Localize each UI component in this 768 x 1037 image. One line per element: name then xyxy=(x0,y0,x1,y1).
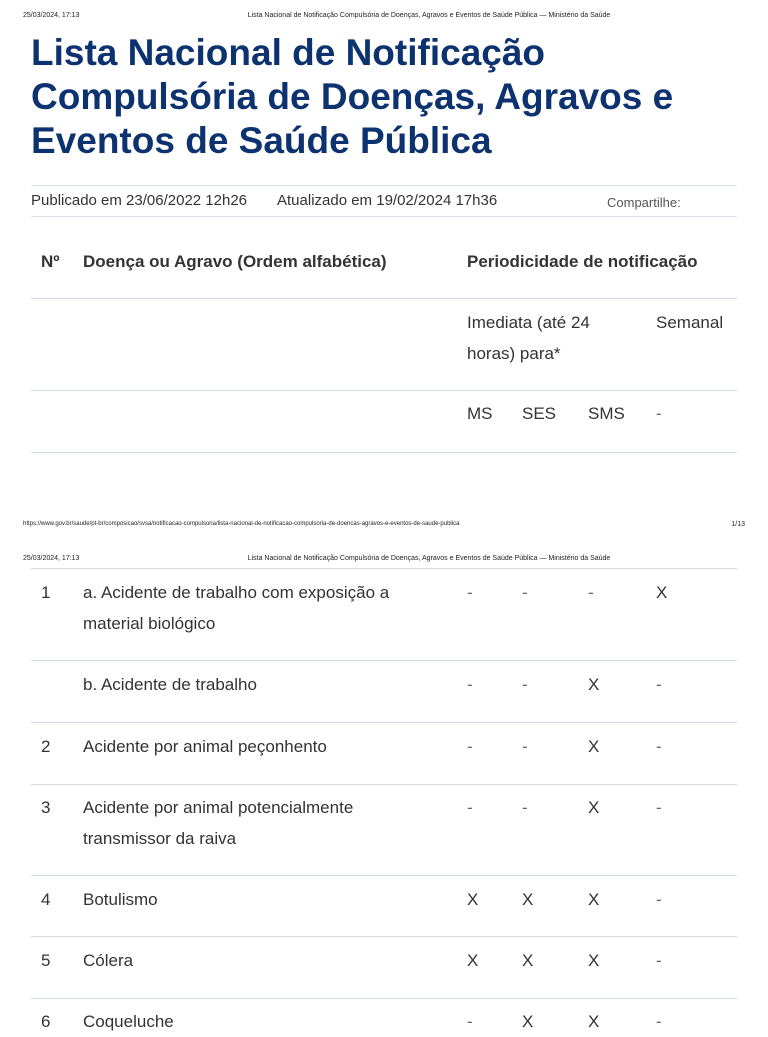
row-disease: b. Acidente de trabalho xyxy=(83,675,257,694)
print-header xyxy=(0,555,768,567)
header-period: Periodicidade de notificação xyxy=(467,252,698,271)
page-title-line: Compulsória de Doenças, Agravos e xyxy=(31,76,674,117)
row-number: 2 xyxy=(41,737,51,756)
row-ms: - xyxy=(467,675,473,694)
row-sms: X xyxy=(588,675,600,694)
row-sms: X xyxy=(588,890,600,909)
row-weekly: - xyxy=(656,890,662,909)
row-number: 4 xyxy=(41,890,51,909)
row-ms: - xyxy=(467,583,473,602)
row-weekly: X xyxy=(656,583,668,602)
table-divider xyxy=(31,875,737,876)
print-url: https://www.gov.br/saude/pt-br/composicao/svsa/notificacao-compulsoria/lista-nacional-de-notificacao-compulsoria-de-doencas-agravos-e-eventos-de-saude-publica xyxy=(23,521,460,527)
print-footer xyxy=(0,521,768,533)
header-immediate: Imediata (até 24 horas) para* xyxy=(467,313,590,363)
row-weekly: - xyxy=(656,675,662,694)
print-date: 25/03/2024, 17:13 xyxy=(23,555,80,562)
row-number: 1 xyxy=(41,583,51,602)
row-weekly: - xyxy=(656,737,662,756)
row-disease: Cólera xyxy=(83,951,134,970)
print-doc-title: Lista Nacional de Notificação Compulsória de Doenças, Agravos e Eventos de Saúde Pública — Ministério da Saúde xyxy=(247,555,611,562)
table-divider xyxy=(31,784,737,785)
table-divider xyxy=(31,298,737,299)
row-number: 6 xyxy=(41,1012,51,1031)
row-ses: X xyxy=(522,890,534,909)
row-disease: Botulismo xyxy=(83,890,158,909)
row-weekly: - xyxy=(656,951,662,970)
page-title-line: Lista Nacional de Notificação xyxy=(31,32,546,73)
share-label[interactable]: Compartilhe: xyxy=(607,195,681,210)
table-divider xyxy=(31,660,737,661)
page-title xyxy=(31,31,751,163)
table-divider xyxy=(31,568,737,569)
row-number: 3 xyxy=(41,798,51,817)
row-ses: X xyxy=(522,1012,534,1031)
header-ses: SES xyxy=(522,404,557,423)
row-ms: X xyxy=(467,951,479,970)
row-ses: - xyxy=(522,675,528,694)
row-ses: - xyxy=(522,798,528,817)
table-divider xyxy=(31,722,737,723)
table-divider xyxy=(31,998,737,999)
row-sms: X xyxy=(588,737,600,756)
row-weekly: - xyxy=(656,1012,662,1031)
print-date: 25/03/2024, 17:13 xyxy=(23,12,80,19)
table-divider xyxy=(31,390,737,391)
print-page-number: 1/13 xyxy=(731,521,745,528)
row-number: 5 xyxy=(41,951,51,970)
header-sms: SMS xyxy=(588,404,625,423)
row-disease: Coqueluche xyxy=(83,1012,174,1031)
meta-bar xyxy=(31,185,737,217)
row-ses: - xyxy=(522,737,528,756)
table-divider xyxy=(31,452,737,453)
row-sms: X xyxy=(588,1012,600,1031)
row-sms: X xyxy=(588,798,600,817)
row-weekly: - xyxy=(656,798,662,817)
row-ms: - xyxy=(467,1012,473,1031)
row-sms: X xyxy=(588,951,600,970)
row-sms: - xyxy=(588,583,594,602)
table-divider xyxy=(31,936,737,937)
header-ms: MS xyxy=(467,404,493,423)
header-weekly-dash: - xyxy=(656,404,662,423)
header-weekly: Semanal xyxy=(656,313,724,332)
header-number: Nº xyxy=(41,252,60,271)
row-ms: - xyxy=(467,737,473,756)
print-doc-title: Lista Nacional de Notificação Compulsória de Doenças, Agravos e Eventos de Saúde Pública — Ministério da Saúde xyxy=(247,12,611,19)
published-date: Publicado em 23/06/2022 12h26 xyxy=(31,192,248,209)
row-ses: X xyxy=(522,951,534,970)
row-disease: a. Acidente de trabalho com exposição a material biológico xyxy=(83,583,390,633)
page-title-line: Eventos de Saúde Pública xyxy=(31,120,492,161)
print-header xyxy=(0,12,768,24)
row-ms: X xyxy=(467,890,479,909)
row-disease: Acidente por animal potencialmente transmissor da raiva xyxy=(83,798,354,848)
row-ms: - xyxy=(467,798,473,817)
row-disease: Acidente por animal peçonhento xyxy=(83,737,327,756)
header-disease: Doença ou Agravo (Ordem alfabética) xyxy=(83,252,387,271)
updated-date: Atualizado em 19/02/2024 17h36 xyxy=(277,192,498,209)
row-ses: - xyxy=(522,583,528,602)
